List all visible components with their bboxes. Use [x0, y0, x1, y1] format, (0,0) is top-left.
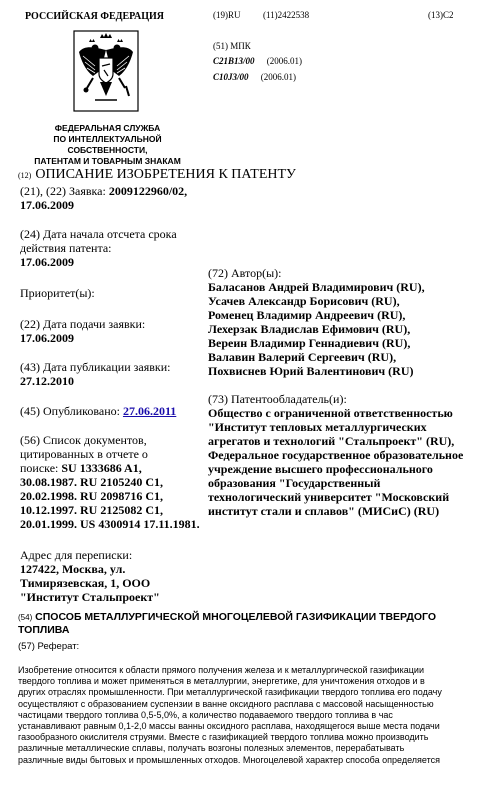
- ipc-date: (2006.01): [260, 72, 297, 82]
- author-name: Верeин Владимир Геннадиевич (RU),: [208, 336, 411, 350]
- coat-of-arms-emblem: [73, 30, 139, 112]
- author-name: Баласанов Андрей Владимирович (RU),: [208, 280, 425, 294]
- address-label: Адрес для переписки:: [20, 548, 133, 562]
- cited-docs-first: [20, 461, 205, 475]
- priority-label: Приоритет(ы):: [20, 286, 95, 300]
- holder-line: Общество с ограниченной ответственностью: [208, 406, 453, 420]
- address-line: Тимирязевская, 1, ООО: [20, 576, 151, 590]
- holder-line: институт стали и сплавов" (МИСиС) (RU): [208, 504, 440, 518]
- cited-doc: 20.02.1998. RU 2098716 C1,: [20, 489, 163, 503]
- cited-doc: 30.08.1987. RU 2105240 C1,: [20, 475, 163, 489]
- ipc-row: [213, 72, 296, 82]
- address-line: "Институт Стальпроект": [20, 590, 160, 604]
- cited-docs-label: цитированных в отчете о: [20, 447, 148, 461]
- holder-line: агрегатов и технологий "Стальпроект" (RU),: [208, 434, 455, 448]
- holder-line: учреждение высшего профессионального: [208, 462, 433, 476]
- author-name: Валавин Валерий Сергеевич (RU),: [208, 350, 397, 364]
- author-name: Роменец Владимир Андреевич (RU),: [208, 308, 406, 322]
- author-name: Усачев Александр Борисович (RU),: [208, 294, 400, 308]
- invention-title-code: (54): [18, 613, 33, 622]
- document-kind: (13)C2: [428, 10, 454, 20]
- application-label: (21), (22) Заявка:: [20, 184, 106, 198]
- holder-line: образования "Государственный: [208, 476, 381, 490]
- agency-line: СОБСТВЕННОСТИ,: [67, 145, 148, 155]
- author-name: Похвиснев Юрий Валентинович (RU): [208, 364, 414, 378]
- start-date-value: 17.06.2009: [20, 255, 74, 269]
- ipc-date: (2006.01): [266, 56, 303, 66]
- title-code: (12): [18, 171, 32, 180]
- filing-date-label: (22) Дата подачи заявки:: [20, 317, 146, 331]
- abstract-line: газообразного окислителя струями. Вместе с газификацией твердого топлива можно производить: [18, 732, 429, 743]
- agency-line: ПАТЕНТАМ И ТОВАРНЫМ ЗНАКАМ: [34, 156, 181, 166]
- application-number: 2009122960/02,: [108, 184, 188, 198]
- invention-title: [18, 611, 488, 636]
- start-date-label: действия патента:: [20, 241, 112, 255]
- abstract-line: различные виды бытовых и промышленных отходов. Многоцелевой характер способа определяется: [18, 754, 441, 765]
- abstract-line: частицами твердого топлива 0,5-5,0%, а количество подаваемого твердого топлива в час: [18, 709, 393, 720]
- ipc-code: C10J3/00: [213, 72, 249, 82]
- start-date-label: (24) Дата начала отсчета срока: [20, 227, 177, 241]
- patent-number: (11)2422538: [263, 10, 310, 20]
- cited-docs-label: (56) Список документов,: [20, 433, 147, 447]
- abstract-line: других отраслях промышленности. При металлургической газификации твердого топлива его подачу: [18, 687, 442, 698]
- filing-date-value: 17.06.2009: [20, 331, 74, 345]
- cited-docs-label: поиске:: [20, 461, 59, 475]
- publication-date-label: (43) Дата публикации заявки:: [20, 360, 171, 374]
- invention-title-line: СПОСОБ МЕТАЛЛУРГИЧЕСКОЙ МНОГОЦЕЛЕВОЙ ГАЗИФИКАЦИИ ТВЕРДОГО: [35, 611, 437, 623]
- ipc-code: C21B13/00: [213, 56, 255, 66]
- country-code: (19)RU: [213, 10, 241, 20]
- agency-line: ПО ИНТЕЛЛЕКТУАЛЬНОЙ: [53, 134, 162, 144]
- publication-date-value: 27.12.2010: [20, 374, 74, 388]
- left-column: [20, 184, 205, 604]
- published-label: (45) Опубликовано:: [20, 404, 120, 418]
- invention-title-line: ТОПЛИВА: [18, 624, 70, 636]
- published-field: [20, 404, 205, 418]
- ipc-label: (51) МПК: [213, 41, 251, 51]
- country-name: РОССИЙСКАЯ ФЕДЕРАЦИЯ: [25, 11, 165, 22]
- abstract-line: твердого топлива и может применяться в металлургии, энергетике, для уничтожения отходов и в: [18, 676, 425, 687]
- right-column: [208, 266, 493, 518]
- holder-line: Федеральное государственное образовательное: [208, 448, 464, 462]
- author-name: Лехерзак Владислав Ефимович (RU),: [208, 322, 411, 336]
- cited-doc: 20.01.1999. US 4300914 17.11.1981.: [20, 517, 200, 531]
- application-date: 17.06.2009: [20, 198, 74, 212]
- authors-label: (72) Автор(ы):: [208, 266, 282, 280]
- application-field: [20, 184, 205, 198]
- abstract-line: устанавливают равным 0,1-2,0 массы ванны оксидного расплава, находящегося выше места подачи: [18, 721, 440, 732]
- holder-line: "Институт тепловых металлургических: [208, 420, 427, 434]
- patent-agency: [20, 123, 195, 167]
- abstract-label: (57) Реферат:: [18, 641, 80, 652]
- published-date-link[interactable]: 27.06.2011: [122, 404, 177, 418]
- holders-label: (73) Патентообладатель(и):: [208, 392, 347, 406]
- agency-line: ФЕДЕРАЛЬНАЯ СЛУЖБА: [54, 123, 161, 133]
- cited-doc: 10.12.1997. RU 2125082 C1,: [20, 503, 163, 517]
- cited-doc: SU 1333686 A1,: [61, 461, 142, 475]
- document-title: [18, 165, 296, 183]
- ipc-row: [213, 56, 302, 66]
- address-line: 127422, Москва, ул.: [20, 562, 126, 576]
- abstract-text: [18, 665, 486, 766]
- abstract-line: осуществляют с образованием суспензии в ванне оксидного расплава с массовой насыщенностью: [18, 698, 434, 709]
- abstract-line: различные металлические сплавы, получать возгоны полезных элементов, перерабатывать: [18, 743, 405, 754]
- abstract-line: Изобретение относится к области прямого получения железа и к металлургической газификации: [18, 665, 424, 675]
- holder-line: технологический университет "Московский: [208, 490, 450, 504]
- title-text: ОПИСАНИЕ ИЗОБРЕТЕНИЯ К ПАТЕНТУ: [35, 167, 296, 182]
